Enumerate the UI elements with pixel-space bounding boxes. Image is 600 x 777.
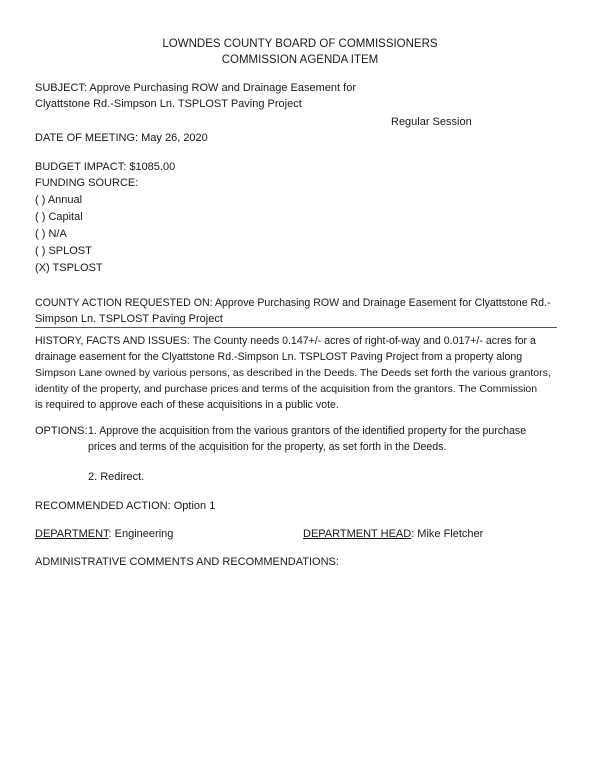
funding-source-label: FUNDING SOURCE: [35,177,139,189]
history-line: HISTORY, FACTS AND ISSUES: The County needs 0.147+/- acres of right-of-way and 0.017+/- acres for a [35,335,536,347]
subject-line-2: Clyattstone Rd.-Simpson Ln. TSPLOST Paving Project [35,98,302,110]
recommended-action: RECOMMENDED ACTION: Option 1 [35,500,216,512]
history-line: Simpson Lane owned by various persons, as described in the Deeds. The Deeds set forth the various grantors, [35,367,551,379]
option-1-line-1: 1. Approve the acquisition from the various grantors of the identified property for the purchase [88,425,527,437]
department-label: DEPARTMENT [35,528,109,540]
history-line: is required to approve each of these acquisitions in a public vote. [35,399,339,411]
admin-comments-heading: ADMINISTRATIVE COMMENTS AND RECOMMENDATIONS: [35,556,339,568]
department-head [303,526,483,542]
funding-option-splost: ( ) SPLOST [35,245,92,257]
funding-option-capital: ( ) Capital [35,211,83,223]
date-of-meeting: DATE OF MEETING: May 26, 2020 [35,132,208,144]
funding-option-tsplost: (X) TSPLOST [35,262,103,274]
section-divider [35,327,557,328]
department-value: : Engineering [108,528,174,540]
budget-impact: BUDGET IMPACT: $1085.00 [35,161,176,173]
board-title: LOWNDES COUNTY BOARD OF COMMISSIONERS [162,38,438,50]
option-2: 2. Redirect. [88,471,145,483]
funding-option-na: ( ) N/A [35,228,67,240]
agenda-item-title: COMMISSION AGENDA ITEM [221,54,379,66]
subject-line-1: SUBJECT: Approve Purchasing ROW and Drainage Easement for [35,82,356,94]
department [35,526,173,542]
session-type: Regular Session [391,116,472,128]
department-head-label: DEPARTMENT HEAD [303,528,412,540]
county-action-line-1: COUNTY ACTION REQUESTED ON: Approve Purchasing ROW and Drainage Easement for Clyattstone Rd.- [35,297,551,309]
options-label: OPTIONS: [35,425,88,437]
county-action-line-2: Simpson Ln. TSPLOST Paving Project [35,313,223,325]
department-head-value: : Mike Fletcher [411,528,484,540]
option-1-line-2: prices and terms of the acquisition for the property, as set forth in the Deeds. [88,441,447,453]
history-line: drainage easement for the Clyattstone Rd.-Simpson Ln. TSPLOST Paving Project from a property along [35,351,523,363]
history-line: identity of the property, and purchase prices and terms of the acquisition from the grantors. The Commission [35,383,538,395]
funding-option-annual: ( ) Annual [35,194,83,206]
